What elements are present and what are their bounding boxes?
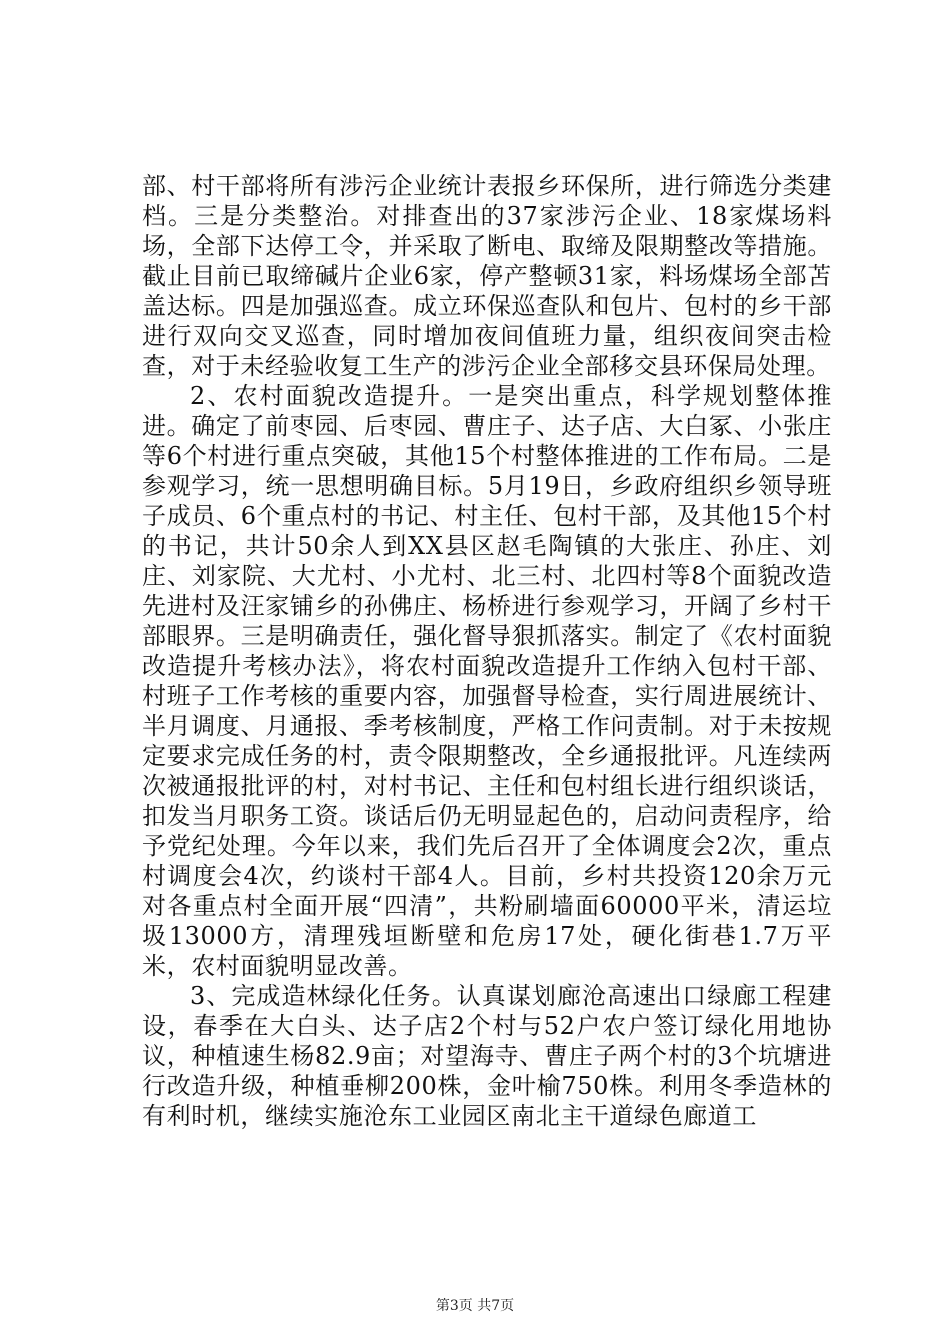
paragraph-afforestation: 3、完成造林绿化任务。认真谋划廊沧高速出口绿廊工程建设，春季在大白头、达子店2个村与52户农户签订绿化用地协议，种植速生杨82.9亩；对望海寺、曹庄子两个村的3个坑塘进行改造升级，种植垂柳200株，金叶榆750株。利用冬季造林的有利时机，继续实施沧东工业园区南北主干道绿色廊道工 bbox=[142, 982, 832, 1130]
paragraph-village-renovation: 2、农村面貌改造提升。一是突出重点，科学规划整体推进。确定了前枣园、后枣园、曹庄子、达子店、大白冢、小张庄等6个村进行重点突破，其他15个村整体推进的工作布局。二是参观学习，统一思想明确目标。5月19日，乡政府组织乡领导班子成员、6个重点村的书记、村主任、包村干部，及其他15个村的书记，共计50余人到XX县区赵毛陶镇的大张庄、孙庄、刘庄、刘家院、大尤村、小尤村、北三村、北四村等8个面貌改造先进村及汪家铺乡的孙佛庄、杨桥进行参观学习，开阔了乡村干部眼界。三是明确责任，强化督导狠抓落实。制定了《农村面貌改造提升考核办法》，将农村面貌改造提升工作纳入包村干部、村班子工作考核的重要内容，加强督导检查，实行周进展统计、半月调度、月通报、季考核制度，严格工作问责制。对于未按规定要求完成任务的村，责令限期整改，全乡通报批评。凡连续两次被通报批评的村，对村书记、主任和包村组长进行组织谈话，扣发当月职务工资。谈话后仍无明显起色的，启动问责程序，给予党纪处理。今年以来，我们先后召开了全体调度会2次，重点村调度会4次，约谈村干部4人。目前，乡村共投资120余万元对各重点村全面开展“四清”，共粉刷墙面60000平米，清运垃圾13000方，清理残垣断壁和危房17处，硬化街巷1.7万平米，农村面貌明显改善。 bbox=[142, 382, 832, 980]
document-body bbox=[142, 171, 832, 1131]
paragraph-environmental-remediation: 部、村干部将所有涉污企业统计表报乡环保所，进行筛选分类建档。三是分类整治。对排查出的37家涉污企业、18家煤场料场，全部下达停工令，并采取了断电、取缔及限期整改等措施。截止目前已取缔碱片企业6家，停产整顿31家，料场煤场全部苫盖达标。四是加强巡查。成立环保巡查队和包片、包村的乡干部进行双向交叉巡查，同时增加夜间值班力量，组织夜间突击检查，对于未经验收复工生产的涉污企业全部移交县环保局处理。 bbox=[142, 172, 832, 380]
page-number-indicator: 第3页 共7页 bbox=[435, 1298, 515, 1314]
page-footer bbox=[0, 1297, 950, 1315]
